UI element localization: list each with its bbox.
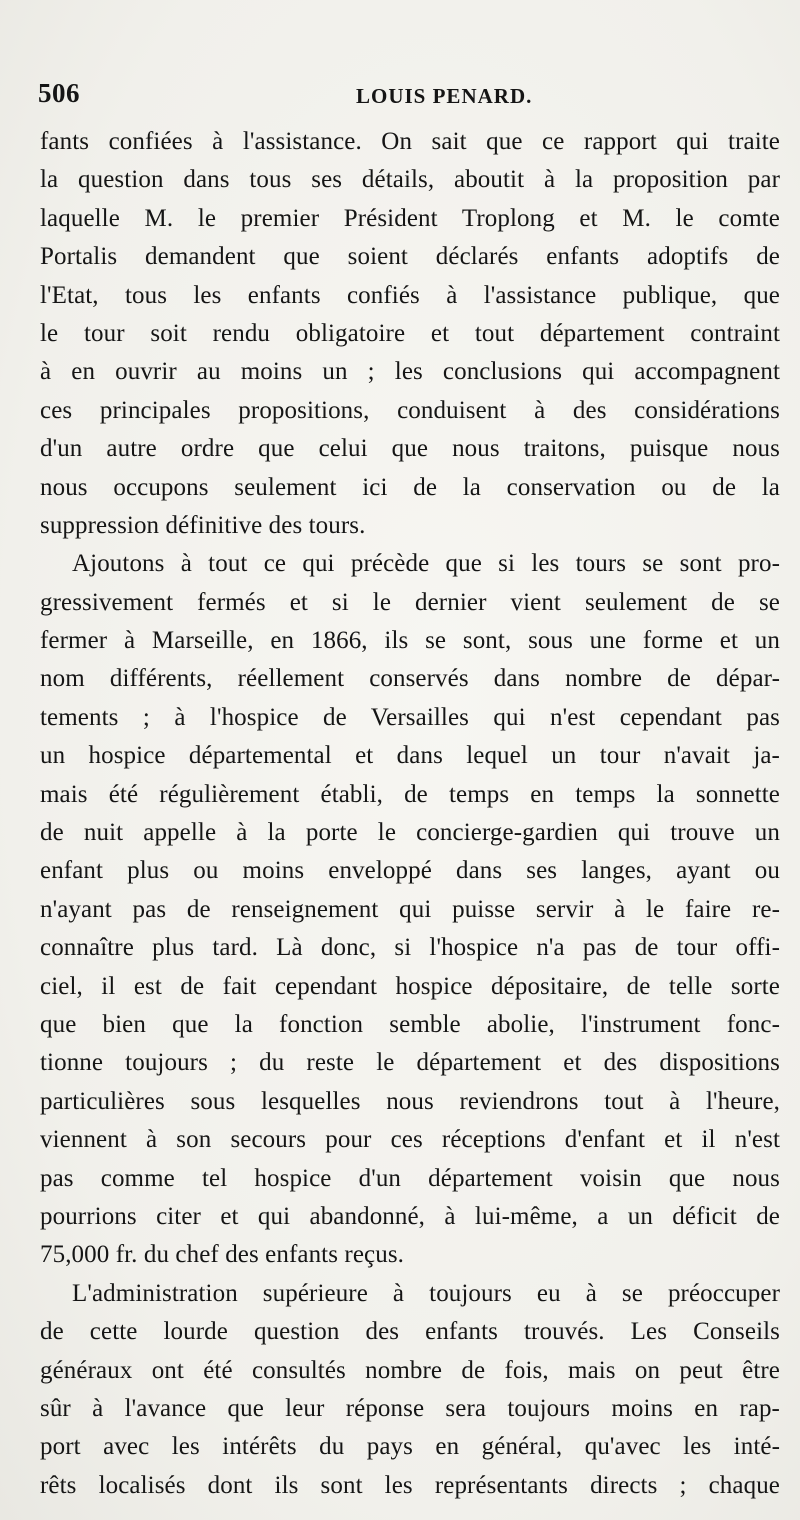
text-line: suppression définitive des tours. [40,511,366,539]
text-line: pourrions citer et qui abandonné, à lui-même, a un déficit de [40,1202,780,1230]
text-line: tements ; à l'hospice de Versailles qui n'est cependant pas [40,703,780,731]
text-line: connaître plus tard. Là donc, si l'hospice n'a pas de tour offi- [40,934,780,962]
text-line: l'Etat, tous les enfants confiés à l'assistance publique, que [40,281,780,309]
text-line: 75,000 fr. du chef des enfants reçus. [40,1241,405,1269]
paragraph-2 [40,545,780,1274]
text-line: de cette lourde question des enfants trouvés. Les Conseils [40,1318,780,1346]
text-line: ces principales propositions, conduisent à des considérations [40,396,780,424]
text-line: de nuit appelle à la porte le concierge-gardien qui trouve un [40,819,780,847]
text-line: rêts localisés dont ils sont les représentants directs ; chaque [40,1471,780,1499]
text-line: nous occupons seulement ici de la conservation ou de la [40,473,780,501]
text-line: à en ouvrir au moins un ; les conclusions qui accompagnent [40,358,780,386]
text-line: n'ayant pas de renseignement qui puisse servir à le faire re- [40,895,780,923]
text-line: pas comme tel hospice d'un département voisin que nous [40,1164,780,1192]
paragraph-1 [40,123,780,545]
body-text [40,123,780,1505]
text-line: Portalis demandent que soient déclarés enfants adoptifs de [40,243,780,271]
text-line: enfant plus ou moins enveloppé dans ses langes, ayant ou [40,857,780,885]
text-line: sûr à l'avance que leur réponse sera toujours moins en rap- [40,1394,780,1422]
text-line: le tour soit rendu obligatoire et tout département contraint [40,319,780,347]
page-number: 506 [38,78,80,108]
text-line: mais été régulièrement établi, de temps en temps la sonnette [40,780,780,808]
page-header [38,78,778,114]
text-line: gressivement fermés et si le dernier vient seulement de se [40,588,780,616]
text-line: L'administration supérieure à toujours eu à se préoccuper [72,1279,780,1307]
text-line: que bien que la fonction semble abolie, l'instrument fonc- [40,1010,780,1038]
text-line: fants confiées à l'assistance. On sait que ce rapport qui traite [40,128,780,155]
text-line: particulières sous lesquelles nous reviendrons tout à l'heure, [40,1087,780,1115]
text-line: port avec les intérêts du pays en général, qu'avec les inté- [40,1433,780,1461]
running-title: LOUIS PENARD. [356,84,533,108]
text-line: la question dans tous ses détails, aboutit à la proposition par [40,166,780,194]
text-line: Ajoutons à tout ce qui précède que si les tours se sont pro- [72,550,780,578]
paragraph-3 [40,1275,780,1505]
text-line: nom différents, réellement conservés dans nombre de dépar- [40,665,780,693]
text-line: fermer à Marseille, en 1866, ils se sont, sous une forme et un [40,627,780,655]
text-line: un hospice départemental et dans lequel un tour n'avait ja- [40,742,780,770]
text-line: tionne toujours ; du reste le département et des dispositions [40,1049,780,1077]
text-line: ciel, il est de fait cependant hospice dépositaire, de telle sorte [40,972,780,1000]
text-line: viennent à son secours pour ces réceptions d'enfant et il n'est [40,1126,780,1154]
text-line: laquelle M. le premier Président Troplong et M. le comte [40,204,780,232]
text-line: d'un autre ordre que celui que nous traitons, puisque nous [40,435,780,463]
text-line: généraux ont été consultés nombre de fois, mais on peut être [40,1356,780,1384]
